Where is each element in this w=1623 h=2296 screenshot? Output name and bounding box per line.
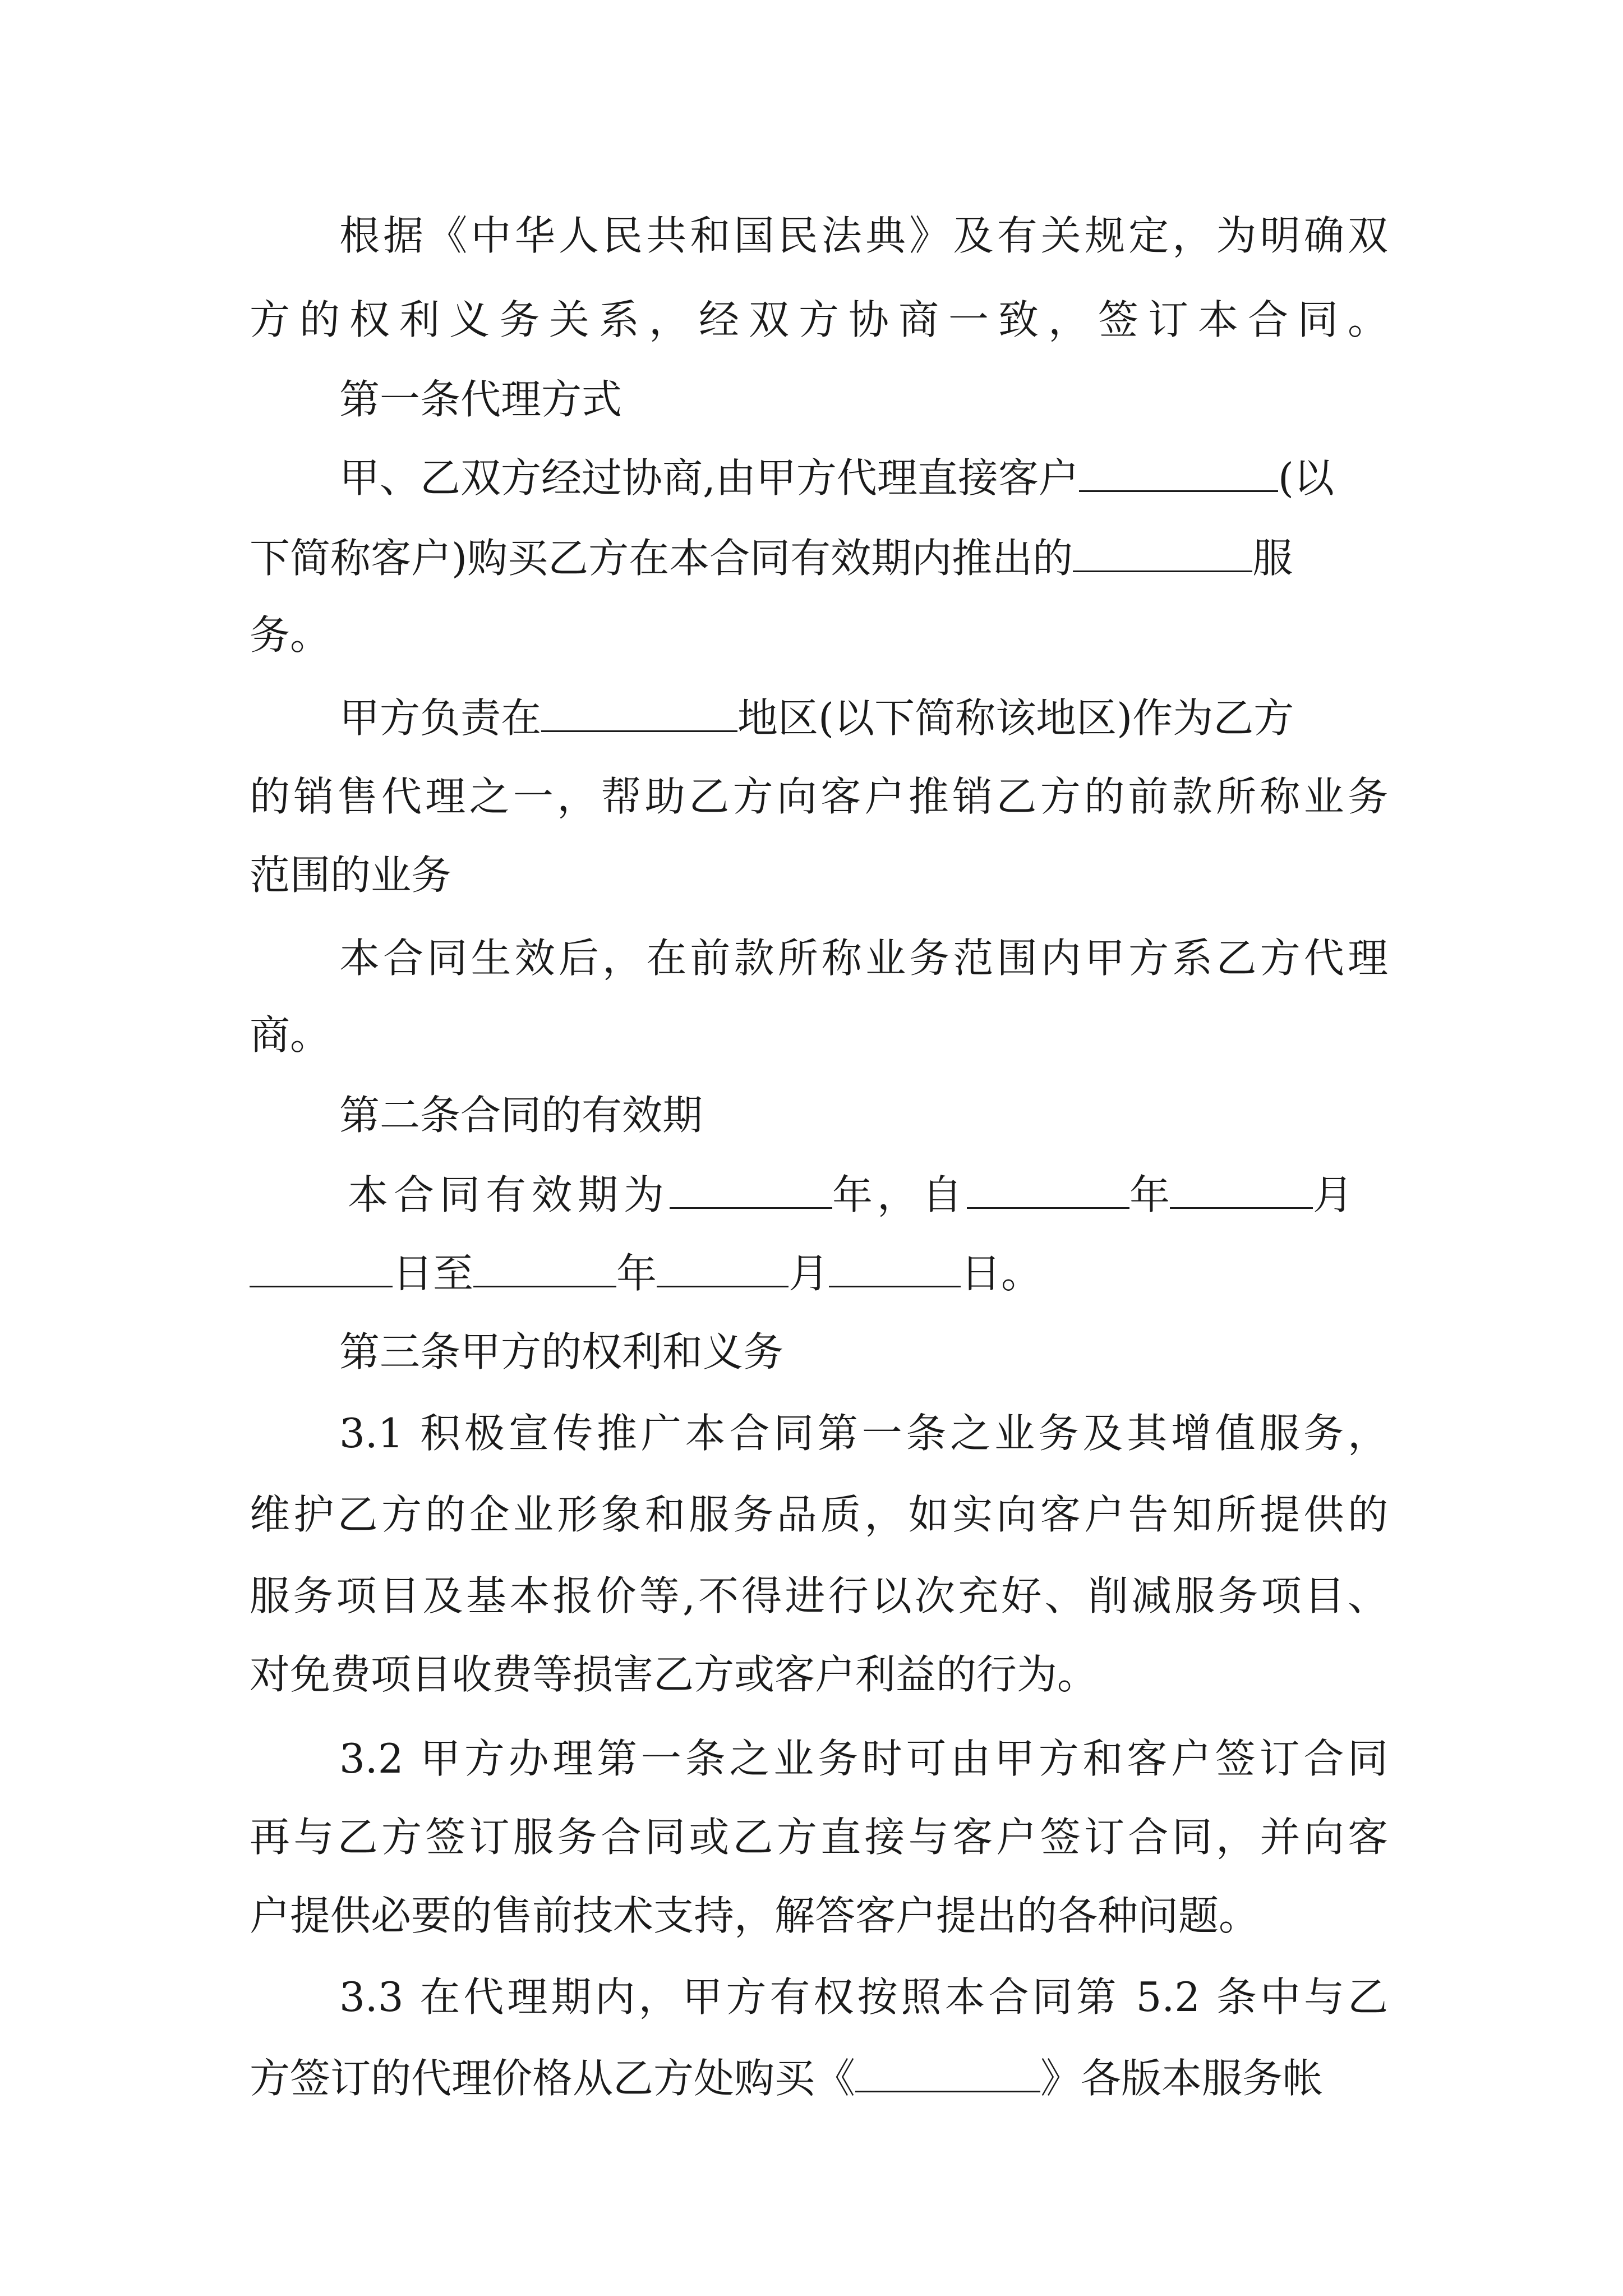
fill-blank — [670, 1170, 832, 1209]
line-text: 地区(以下简称该地区)作为乙方 — [737, 694, 1294, 742]
paragraph-line: 3.1 积极宣传推广本合同第一条之业务及其增值服务， — [339, 1410, 1388, 1457]
paragraph-line: 商。 — [250, 1011, 331, 1059]
line-text: 日至 — [393, 1250, 474, 1297]
line-text: 甲、乙双方经过协商,由甲方代理直接客户 — [339, 454, 1079, 501]
paragraph-line — [250, 530, 1293, 586]
section-heading: 第一条代理方式 — [339, 376, 623, 423]
paragraph-line: 对免费项目收费等损害乙方或客户利益的行为。 — [250, 1651, 1098, 1698]
line-text: 月 — [1313, 1171, 1354, 1218]
paragraph-line: 的销售代理之一，帮助乙方向客户推销乙方的前款所称业务 — [250, 773, 1388, 820]
paragraph-line: 3.2 甲方办理第一条之业务时可由甲方和客户签订合同 — [339, 1735, 1388, 1782]
line-text: 下简称客户)购买乙方在本合同有效期内推出的 — [250, 535, 1073, 582]
line-text: 日。 — [961, 1250, 1042, 1297]
line-text: 年 — [616, 1250, 657, 1297]
fill-blank — [541, 693, 737, 732]
paragraph-line: 3.3 在代理期内，甲方有权按照本合同第 5.2 条中与乙 — [339, 1973, 1388, 2021]
paragraph-line: 范围的业务 — [250, 852, 452, 899]
paragraph-line — [339, 450, 1334, 506]
line-text: 月 — [789, 1250, 829, 1297]
fill-blank — [473, 1249, 616, 1287]
fill-blank — [1079, 453, 1278, 492]
paragraph-line — [250, 2050, 1323, 2106]
fill-blank — [250, 1249, 393, 1287]
paragraph-line: 方的权利义务关系，经双方协商一致，签订本合同。 — [250, 296, 1388, 343]
fill-blank — [657, 1249, 789, 1287]
fill-blank — [1073, 533, 1252, 572]
section-heading: 第二条合同的有效期 — [339, 1092, 703, 1139]
paragraph-line — [339, 690, 1294, 746]
fill-blank — [855, 2054, 1040, 2092]
line-text: 本合同有效期为 — [348, 1171, 670, 1218]
line-text: 服 — [1252, 535, 1293, 582]
line-text: 甲方负责在 — [339, 694, 542, 742]
paragraph-line — [250, 1245, 1041, 1301]
fill-blank — [1170, 1170, 1313, 1209]
paragraph-line: 根据《中华人民共和国民法典》及有关规定，为明确双 — [339, 212, 1388, 259]
fill-blank — [967, 1170, 1129, 1209]
line-text: 方签订的代理价格从乙方处购买《 — [250, 2055, 856, 2102]
paragraph-line: 户提供必要的售前技术支持，解答客户提出的各种问题。 — [250, 1892, 1260, 1939]
line-text: 年，自 — [832, 1171, 967, 1218]
section-heading: 第三条甲方的权利和义务 — [339, 1328, 784, 1375]
paragraph-line: 维护乙方的企业形象和服务品质，如实向客户告知所提供的 — [250, 1491, 1388, 1538]
paragraph-line: 务。 — [250, 611, 331, 659]
paragraph-line: 再与乙方签订服务合同或乙方直接与客户签订合同，并向客 — [250, 1814, 1388, 1861]
paragraph-line: 服务项目及基本报价等,不得进行以次充好、削减服务项目、 — [250, 1572, 1388, 1619]
line-text: (以 — [1278, 454, 1334, 501]
fill-blank — [829, 1249, 961, 1287]
paragraph-line — [348, 1167, 1353, 1223]
line-text: 》各版本服务帐 — [1040, 2055, 1324, 2102]
line-text: 年 — [1129, 1171, 1170, 1218]
paragraph-line: 本合同生效后，在前款所称业务范围内甲方系乙方代理 — [339, 935, 1388, 982]
